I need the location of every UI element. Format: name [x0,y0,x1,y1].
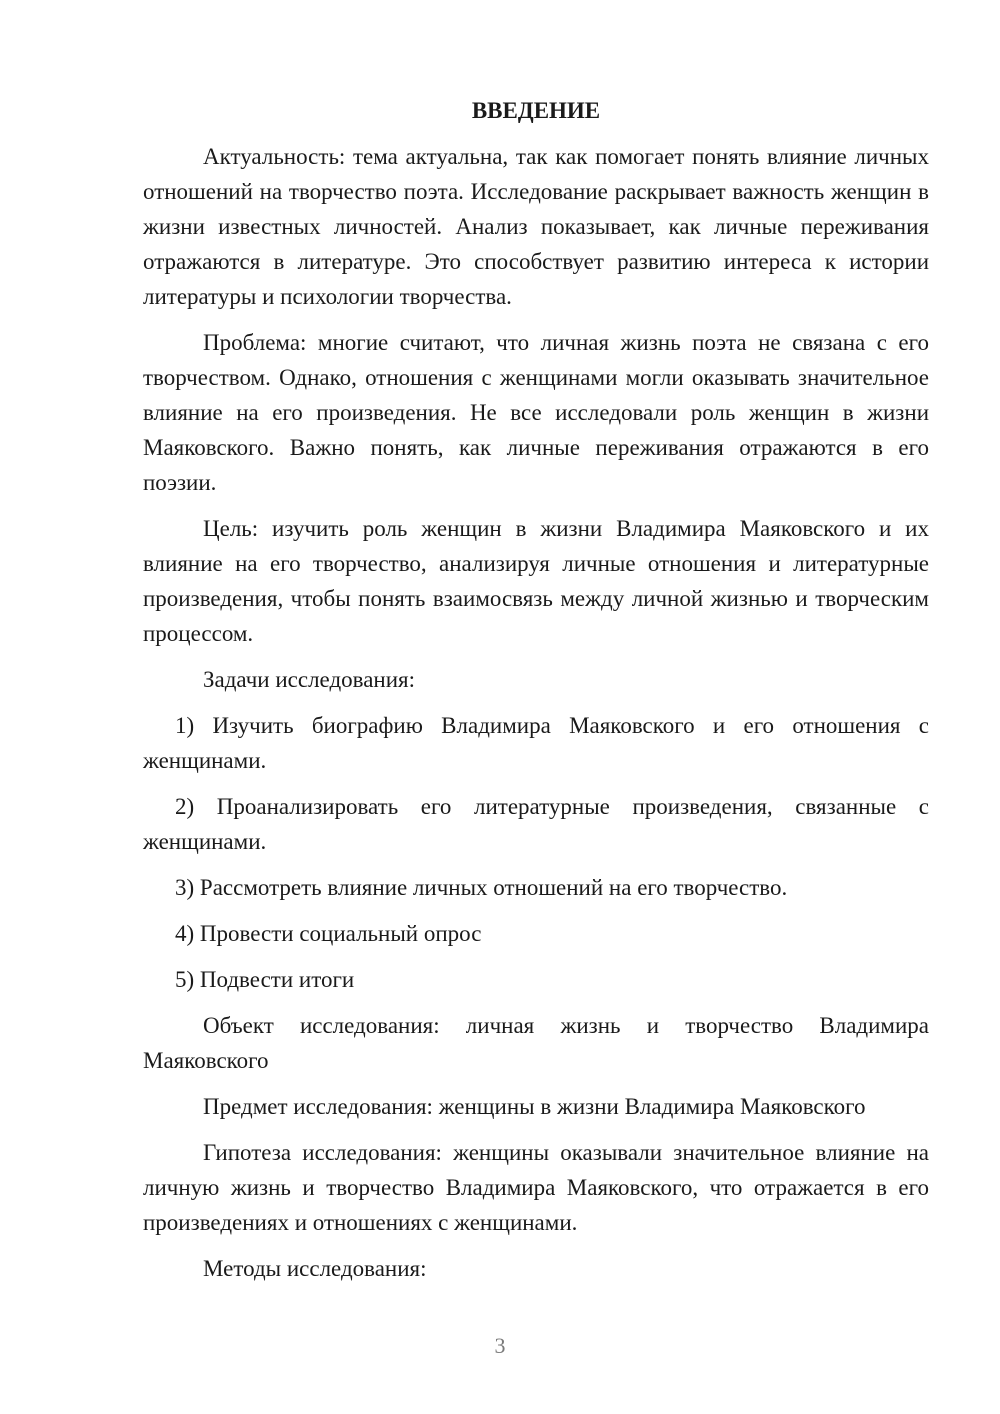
task-item-5: 5) Подвести итоги [175,967,355,992]
relevance-paragraph: Актуальность: тема актуальна, так как помогает понять влияние личных отношений на творчество поэта. Исследование раскрывает важность женщин в жизни известных личностей. Анализ показывает, как личные переживания отражаются в литературе. Это способствует развитию интереса к истории литературы и психологии творчества. [143,144,929,309]
document-page [143,94,929,1286]
goal-paragraph: Цель: изучить роль женщин в жизни Владимира Маяковского и их влияние на его творчество, анализируя личные отношения и литературные произведения, чтобы понять взаимосвязь между личной жизнью и творческим процессом. [143,516,929,646]
object-paragraph: Объект исследования: личная жизнь и творчество Владимира Маяковского [143,1013,929,1073]
subject-paragraph: Предмет исследования: женщины в жизни Владимира Маяковского [203,1094,866,1119]
problem-paragraph: Проблема: многие считают, что личная жизнь поэта не связана с его творчеством. Однако, отношения с женщинами могли оказывать значительное влияние на его произведения. Не все исследовали роль женщин в жизни Маяковского. Важно понять, как личные переживания отражаются в его поэзии. [143,330,929,495]
task-item-1: 1) Изучить биографию Владимира Маяковского и его отношения с женщинами. [143,713,929,773]
task-item-2: 2) Проанализировать его литературные произведения, связанные с женщинами. [143,794,929,854]
page-number: 3 [494,1333,506,1358]
methods-title: Методы исследования: [203,1256,427,1281]
tasks-title: Задачи исследования: [203,667,416,692]
task-item-3: 3) Рассмотреть влияние личных отношений на его творчество. [175,875,788,900]
hypothesis-paragraph: Гипотеза исследования: женщины оказывали значительное влияние на личную жизнь и творчество Владимира Маяковского, что отражается в его произведениях и отношениях с женщинами. [143,1140,929,1235]
section-heading: ВВЕДЕНИЕ [471,98,601,123]
task-item-4: 4) Провести социальный опрос [175,921,482,946]
